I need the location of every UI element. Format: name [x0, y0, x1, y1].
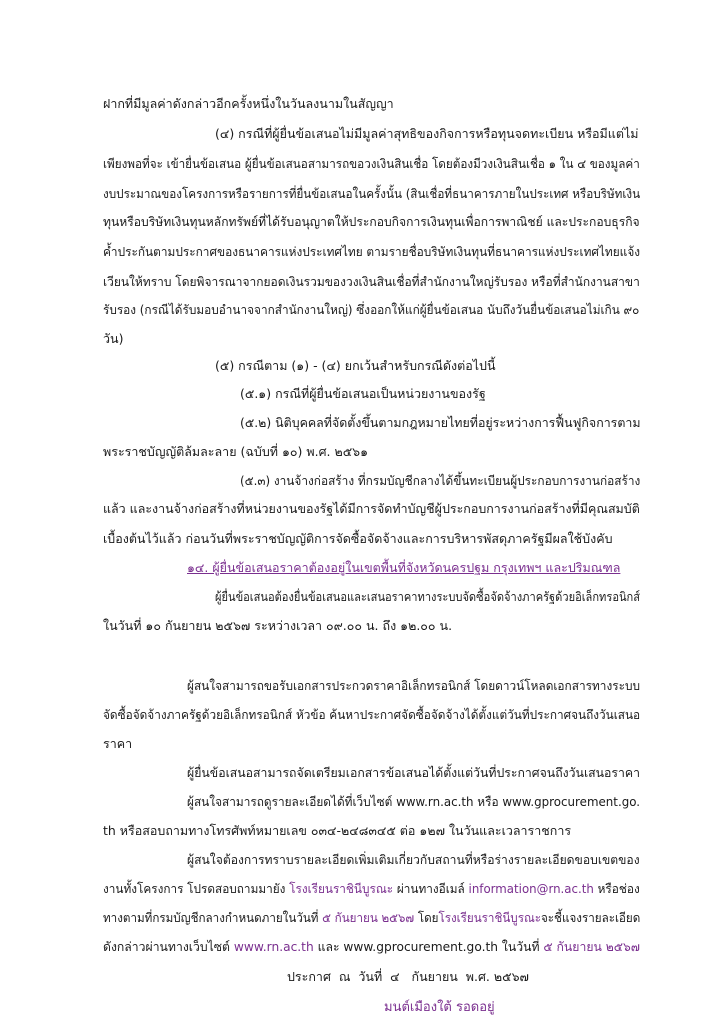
text-segment: งานทั้งโครงการ โปรดสอบถามมายัง [103, 881, 290, 896]
text-segment: ดังกล่าวผ่านทางเว็บไซต์ [103, 939, 234, 954]
text-line: ผู้สนใจสามารถดูรายละเอียดได้ที่เว็บไซต์ www.rn.ac.th หรือ www.gprocurement.go. [187, 794, 641, 809]
text-segment: โดย [414, 910, 439, 925]
date-highlight: ๕ กันยายน ๒๕๖๗ [322, 910, 415, 925]
date-highlight: ๕ กันยายน ๒๕๖๗ [543, 939, 640, 954]
text-line: (๔) กรณีที่ผู้ยื่นข้อเสนอไม่มีมูลค่าสุทธิของกิจการหรือทุนจดทะเบียน หรือมีแต่ไม่ [215, 126, 639, 141]
text-line [103, 880, 640, 898]
text-line: แล้ว และงานจ้างก่อสร้างที่หน่วยงานของรัฐได้มีการจัดทำบัญชีผู้ประกอบการงานก่อสร้างที่มีคุณสมบัติ [103, 501, 640, 516]
text-segment: ผ่านทางอีเมล์ [393, 881, 469, 896]
text-line: ในวันที่ ๑๐ กันยายน ๒๕๖๗ ระหว่างเวลา ๐๙.๐๐ น. ถึง ๑๒.๐๐ น. [103, 618, 453, 633]
text-line: จัดซื้อจัดจ้างภาครัฐด้วยอิเล็กทรอนิกส์ หัวข้อ ค้นหาประกาศจัดซื้อจัดจ้างได้ตั้งแต่วันที่ประกาศจนถึงวันเสนอ [103, 707, 641, 722]
text-line: th หรือสอบถามทางโทรศัพท์หมายเลข ๐๓๔-๒๔๘๓๔๕ ต่อ ๑๒๗ ในวันและเวลาราชการ [103, 823, 572, 838]
announcement-date: ประกาศ ณ วันที่ ๔ กันยายน พ.ศ. ๒๕๖๗ [287, 969, 529, 984]
text-line: งบประมาณของโครงการหรือรายการที่ยื่นข้อเสนอในครั้งนั้น (สินเชื่อที่ธนาคารภายในประเทศ หรือบริษัทเงิน [103, 186, 641, 201]
text-line: ทุนหรือบริษัทเงินทุนหลักทรัพย์ที่ได้รับอนุญาตให้ประกอบกิจการเงินทุนเพื่อการพาณิชย์ และประกอบธุรกิจ [103, 214, 640, 229]
text-line: ราคา [103, 736, 133, 751]
text-line: ผู้ยื่นข้อเสนอสามารถจัดเตรียมเอกสารข้อเสนอได้ตั้งแต่วันที่ประกาศจนถึงวันเสนอราคา [187, 765, 641, 780]
school-name: โรงเรียนราชินีบูรณะ [289, 881, 394, 896]
text-line: (๕.๑) กรณีที่ผู้ยื่นข้อเสนอเป็นหน่วยงานของรัฐ [240, 386, 486, 401]
text-line: ผู้ยื่นข้อเสนอต้องยื่นข้อเสนอและเสนอราคาทางระบบจัดซื้อจัดจ้างภาครัฐด้วยอิเล็กทรอนิกส์ [215, 589, 641, 604]
text-line: เบื้องต้นไว้แล้ว ก่อนวันที่พระราชบัญญัติการจัดซื้อจัดจ้างและการบริหารพัสดุภาครัฐมีผลใช้บังคับ [103, 531, 613, 546]
text-line [103, 938, 640, 956]
text-segment: ทางตามที่กรมบัญชีกลางกำหนดภายในวันที่ [103, 910, 323, 925]
school-name: โรงเรียนราชินีบูรณะ [438, 910, 541, 925]
text-segment: จะชี้แจงรายละเอียด [540, 910, 641, 925]
text-line: เวียนให้ทราบ โดยพิจารณาจากยอดเงินรวมของวงเงินสินเชื่อที่สำนักงานใหญ่รับรอง หรือที่สำนักงานสาขา [103, 274, 640, 289]
text-line: เพียงพอที่จะ เข้ายื่นข้อเสนอ ผู้ยื่นข้อเสนอสามารถขอวงเงินสินเชื่อ โดยต้องมีวงเงินสินเชื่อ ๑ ใน ๔ ของมูลค่า [103, 156, 640, 171]
text-segment: หรือช่อง [593, 881, 640, 896]
text-segment: และ www.gprocurement.go.th ในวันที่ [313, 939, 544, 954]
text-line: (๕.๓) งานจ้างก่อสร้าง ที่กรมบัญชีกลางได้ขึ้นทะเบียนผู้ประกอบการงานก่อสร้าง [240, 473, 641, 488]
text-line: ผู้สนใจต้องการทราบรายละเอียดเพิ่มเติมเกี่ยวกับสถานที่หรือร่างรายละเอียดขอบเขตของ [187, 852, 640, 867]
signature-name: มนต์เมืองใต้ รอดอยู่ [384, 1000, 495, 1015]
text-line: (๕) กรณีตาม (๑) - (๔) ยกเว้นสำหรับกรณีดังต่อไปนี้ [215, 358, 496, 373]
text-line: ค้ำประกันตามประกาศของธนาคารแห่งประเทศไทย ตามรายชื่อบริษัทเงินทุนที่ธนาคารแห่งประเทศไทยแจ้ง [103, 244, 641, 259]
website-link[interactable]: www.rn.ac.th [233, 939, 314, 954]
text-line: ผู้สนใจสามารถขอรับเอกสารประกวดราคาอิเล็กทรอนิกส์ โดยดาวน์โหลดเอกสารทางระบบ [187, 678, 641, 693]
section-14-heading: ๑๔. ผู้ยื่นข้อเสนอราคาต้องอยู่ในเขตพื้นที่จังหวัดนครปฐม กรุงเทพฯ และปริมณฑล [187, 560, 621, 575]
text-line: ฝากที่มีมูลค่าดังกล่าวอีกครั้งหนึ่งในวันลงนามในสัญญา [103, 96, 394, 111]
email-link[interactable]: information@rn.ac.th [468, 881, 594, 896]
text-line: พระราชบัญญัติล้มละลาย (ฉบับที่ ๑๐) พ.ศ. ๒๕๖๑ [103, 444, 369, 459]
text-line [103, 909, 640, 927]
text-line: วัน) [103, 331, 124, 346]
text-line: รับรอง (กรณีได้รับมอบอำนาจจากสำนักงานใหญ่) ซึ่งออกให้แก่ผู้ยื่นข้อเสนอ นับถึงวันยื่นข้อเสนอไม่เกิน ๙๐ [103, 302, 640, 317]
text-line: (๕.๒) นิติบุคคลที่จัดตั้งขึ้นตามกฎหมายไทยที่อยู่ระหว่างการฟื้นฟูกิจการตาม [240, 415, 641, 430]
